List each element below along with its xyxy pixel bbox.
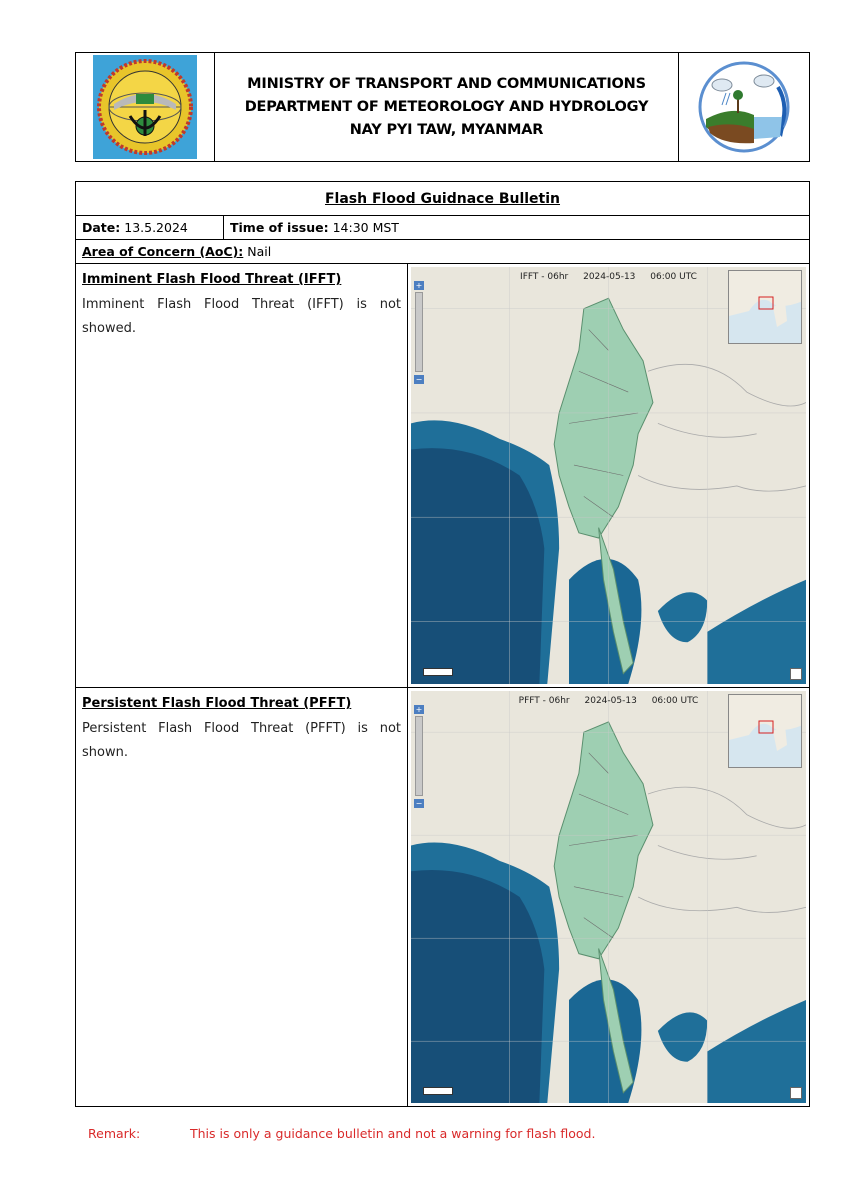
pfft-map-cell: [408, 688, 809, 1106]
location-line: NAY PYI TAW, MYANMAR: [349, 122, 544, 138]
time-value: 14:30 MST: [332, 220, 399, 235]
pfft-map-product: PFFT - 06hr: [518, 696, 570, 706]
bulletin-table: [75, 181, 810, 1107]
pfft-description: Persistent Flash Flood Threat (PFFT) is not shown.: [82, 721, 401, 760]
ifft-map-cell: [408, 264, 809, 687]
aoc-label: Area of Concern (AoC):: [82, 244, 244, 259]
bulletin-title-row: [76, 182, 809, 216]
issue-info-row: [76, 216, 809, 240]
remark-label: Remark:: [88, 1126, 141, 1141]
ifft-scale-bar: [423, 668, 453, 676]
ifft-text-cell: [76, 264, 408, 687]
ifft-section: [76, 264, 809, 688]
letterhead: [75, 52, 810, 162]
ifft-zoom-control[interactable]: [414, 281, 424, 391]
date-cell: [76, 216, 224, 239]
left-logo-cell: [76, 53, 215, 161]
zoom-in-button[interactable]: +: [415, 705, 423, 714]
pfft-inset-map: [729, 695, 802, 768]
pfft-heading: Persistent Flash Flood Threat (PFFT): [82, 696, 352, 711]
ifft-fullscreen-button[interactable]: [790, 668, 802, 680]
zoom-slider[interactable]: [415, 716, 423, 796]
time-label: Time of issue:: [230, 220, 329, 235]
ifft-map-time: 06:00 UTC: [650, 272, 697, 282]
zoom-slider[interactable]: [415, 292, 423, 372]
date-value: 13.5.2024: [124, 220, 188, 235]
pfft-map[interactable]: [411, 691, 806, 1103]
pfft-section: [76, 688, 809, 1106]
right-logo-cell: [678, 53, 809, 161]
pfft-map-time: 06:00 UTC: [651, 696, 699, 706]
pfft-map-date: 2024-05-13: [584, 696, 637, 706]
zoom-in-button[interactable]: +: [415, 281, 423, 290]
ifft-map-product: IFFT - 06hr: [520, 272, 569, 282]
pfft-zoom-control[interactable]: [414, 705, 424, 815]
ifft-map-date: 2024-05-13: [583, 272, 636, 282]
pfft-scale-bar: [423, 1087, 453, 1095]
aoc-value: Nail: [247, 244, 272, 259]
area-of-concern-row: [76, 240, 809, 264]
ministry-name: MINISTRY OF TRANSPORT AND COMMUNICATIONS: [247, 76, 646, 92]
hydrological-cycle-icon: [692, 57, 796, 157]
ifft-overview-inset[interactable]: [728, 270, 802, 344]
date-label: Date:: [82, 220, 121, 235]
pfft-overview-inset[interactable]: [728, 694, 802, 768]
zoom-out-button[interactable]: −: [415, 799, 423, 808]
ministry-title-block: [215, 53, 678, 161]
time-cell: [224, 216, 809, 239]
pfft-text-cell: [76, 688, 408, 1106]
zoom-out-button[interactable]: −: [415, 375, 423, 384]
department-name: DEPARTMENT OF METEOROLOGY AND HYDROLOGY: [244, 99, 649, 115]
ifft-description: Imminent Flash Flood Threat (IFFT) is not showed.: [82, 297, 401, 336]
bulletin-title: Flash Flood Guidnace Bulletin: [324, 190, 561, 207]
remark-line: [88, 1126, 595, 1141]
pfft-fullscreen-button[interactable]: [790, 1087, 802, 1099]
ministry-emblem-icon: [92, 54, 198, 160]
ifft-heading: Imminent Flash Flood Threat (IFFT): [82, 272, 342, 287]
ifft-map[interactable]: [411, 267, 806, 684]
remark-text: This is only a guidance bulletin and not a warning for flash flood.: [189, 1126, 596, 1141]
ifft-inset-map: [729, 271, 802, 344]
